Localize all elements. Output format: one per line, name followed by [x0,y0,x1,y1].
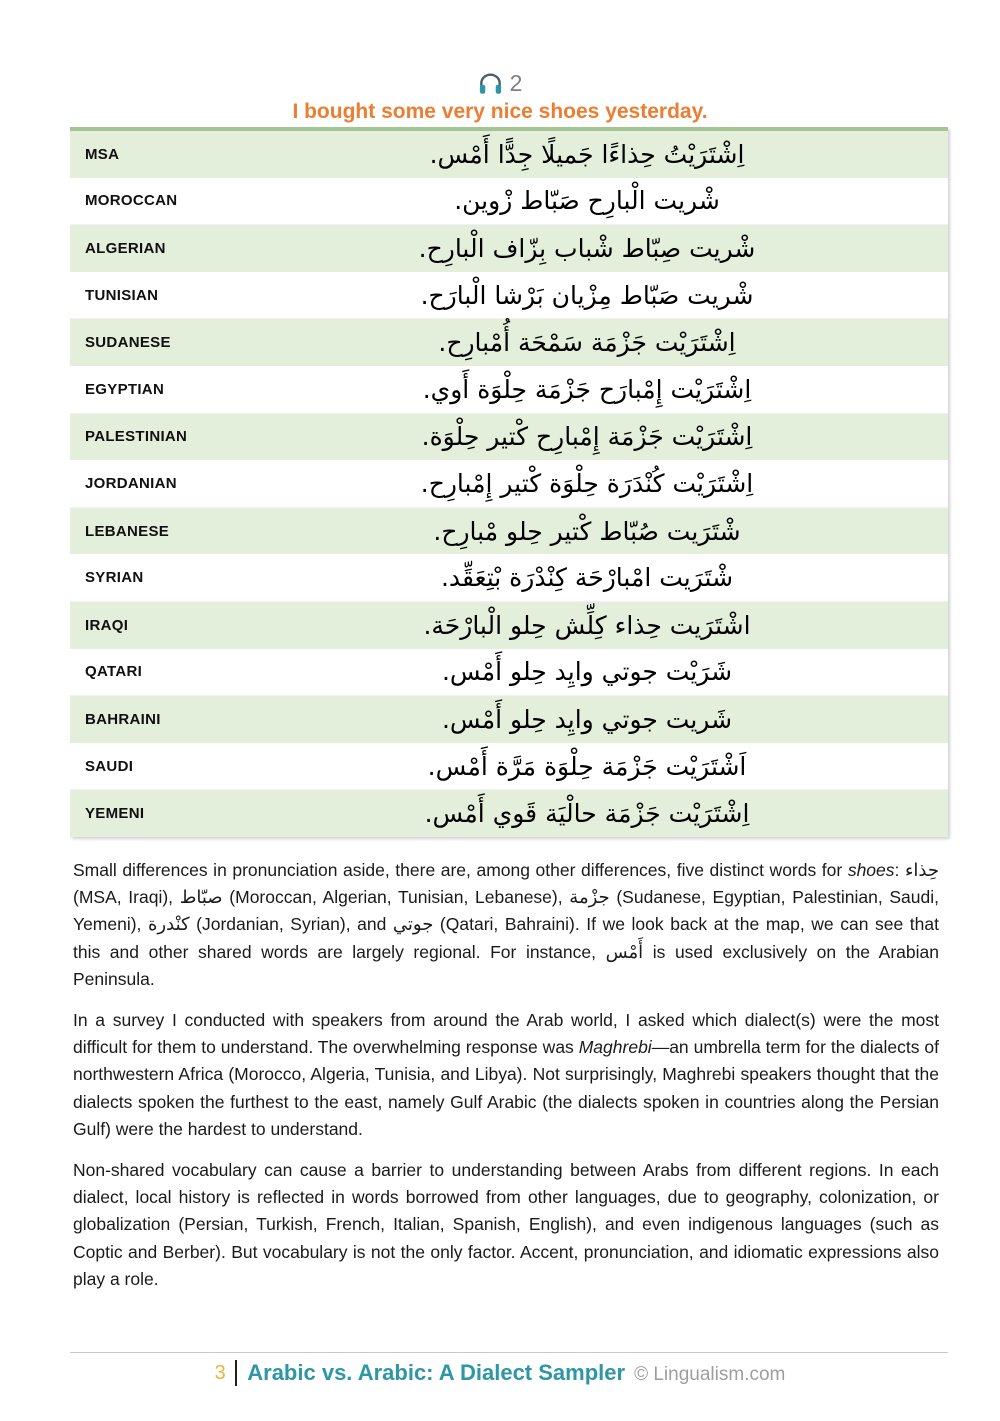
dialect-label: SAUDI [85,757,134,775]
body-paragraphs [73,857,939,1307]
footer-separator-bar [235,1360,238,1386]
text-run: In a survey I conducted with speakers from around the Arab world, I asked which dialect(s) were the most difficult for them to understand. The overwhelming response was [73,1010,939,1058]
table-row [70,460,948,508]
dialect-phrase-arabic: اِشْتَرَيْت جَزْمَة سَمْحَة أُمْبارِح. [438,328,736,358]
text-run: —an umbrella term for the dialects of northwestern Africa (Morocco, Algeria, Tunisia, and Libya). Not surprisingly, Maghrebi speakers thought that the dialects spoken the furthest to the east, namely Gulf Arabic (the dialects spoken in countries along the Persian Gulf) were the hardest to understand. [73,1037,939,1139]
table-row [70,319,948,366]
inline-arabic-word: كنْدرة [148,914,190,936]
dialect-table [70,127,948,837]
dialect-phrase-arabic: اِشْتَرَيْت كُنْدَرَة حِلْوَة كْتير إِمْبارِح. [420,468,754,498]
dialect-phrase-arabic: اِشْتَرَيْتُ حِذاءًا جَميلًا جِدًّا أَمْس. [429,139,745,169]
dialect-label: SYRIAN [85,569,144,587]
page-number: 3 [214,1362,226,1384]
footer-divider [70,1352,948,1353]
dialect-phrase-arabic: شَرَيْت جوتي وايِد حِلو أَمْس. [441,657,733,687]
table-row [70,696,948,743]
italic-term: shoes [847,860,895,880]
table-row [70,602,948,649]
dialect-phrase-arabic: شْتَرَيت صُبّاط كْتير حِلو مْبارِح. [433,516,741,546]
dialect-label: EGYPTIAN [85,380,165,398]
inline-arabic-word: أَمْس [605,941,644,963]
table-row [70,225,948,272]
dialect-label: MOROCCAN [85,192,178,210]
table-row [70,414,948,461]
text-run: : [894,860,905,880]
table-row [70,131,948,178]
paragraph [73,1007,939,1143]
dialect-phrase-arabic: اِشْتَرَيْت جَزْمَة إِمْبارِح كْتير حِلْوَة. [421,422,753,452]
paragraph [73,857,939,993]
dialect-label: ALGERIAN [85,239,166,257]
dialect-label: IRAQI [85,616,129,634]
text-run: (Qatari, Bahraini). If we look back at the map, we can see that this and other shared words are largely regional. For instance, [73,914,939,962]
book-title: Arabic vs. Arabic: A Dialect Sampler [247,1360,626,1385]
headphones-icon [478,72,503,95]
table-row [70,272,948,320]
table-row [70,508,948,555]
dialect-label: YEMENI [85,805,145,823]
text-run: Non-shared vocabulary can cause a barrier to understanding between Arabs from different regions. In each dialect, local history is reflected in words borrowed from other languages, due to geography, colonization, or globalization (Persian, Turkish, French, Italian, Spanish, English), and even indigenous languages (such as Coptic and Berber). But vocabulary is not the only factor. Accent, pronunciation, and idiomatic expressions also play a role. [73,1160,939,1289]
dialect-phrase-arabic: اشْتَرَيت حِذاء كِلِّش حِلو الْبارْحَة. [423,610,751,640]
text-run: (Sudanese, Egyptian, Palestinian, Saudi, Yemeni), [73,887,939,935]
dialect-phrase-arabic: شْريت صِبّاط شْباب بِزّاف الْبارِح. [418,233,756,263]
dialect-table-body [70,131,948,837]
table-row [70,178,948,226]
inline-arabic-word: جوتي [392,914,434,936]
text-run: Small differences in pronunciation aside, there are, among other differences, five distinct words for [73,860,848,880]
dialect-label: PALESTINIAN [85,428,188,446]
table-row [70,790,948,837]
table-row [70,554,948,602]
inline-arabic-word: جزْمة [569,887,610,909]
text-run: (Jordanian, Syrian), and [189,914,393,935]
table-row [70,366,948,414]
dialect-label: QATARI [85,663,143,681]
text-run: (Moroccan, Algerian, Tunisian, Lebanese), [222,887,570,908]
dialect-label: SUDANESE [85,334,171,352]
dialect-label: LEBANESE [85,522,170,540]
italic-term: Maghrebi [578,1037,652,1058]
table-row [70,649,948,697]
page-title: I bought some very nice shoes yesterday. [292,100,708,123]
dialect-label: MSA [85,145,120,163]
dialect-phrase-arabic: شَريت جوتي وايِد حِلو أَمْس. [441,704,733,734]
copyright-text: © Lingualism.com [634,1364,786,1385]
text-run: is used exclusively on the Arabian Peninsula. [73,941,939,989]
dialect-phrase-arabic: اِشْتَرَيْت إِمْبارَح جَزْمَة حِلْوَة أَوي. [422,374,752,404]
inline-arabic-word: حِذاء [904,860,939,881]
paragraph [73,1157,939,1293]
dialect-label: BAHRAINI [85,710,161,728]
audio-reference [0,70,1000,96]
dialect-phrase-arabic: شْتَرَيت امْبارْحَة كِنْدْرَة بْتِعَقِّد. [440,563,734,593]
text-run: (MSA, Iraqi), [73,887,180,908]
audio-track-number: 2 [509,70,523,96]
dialect-phrase-arabic: شْريت صَبّاط مِزْيان بَرْشا الْبارَح. [420,280,754,310]
page-footer [0,1360,1000,1386]
inline-arabic-word: صبّاط [179,887,223,909]
dialect-phrase-arabic: شْريت الْبارِح صَبّاط زْوين. [454,186,720,216]
dialect-phrase-arabic: اَشْتَرَيْت جَزْمَة حِلْوَة مَرَّة أَمْس. [427,751,747,781]
dialect-label: JORDANIAN [85,474,177,492]
dialect-phrase-arabic: اِشْتَرَيْت جَزْمَة حالْيَة قَوي أَمْس. [424,799,750,829]
table-row [70,743,948,791]
dialect-label: TUNISIAN [85,286,159,304]
